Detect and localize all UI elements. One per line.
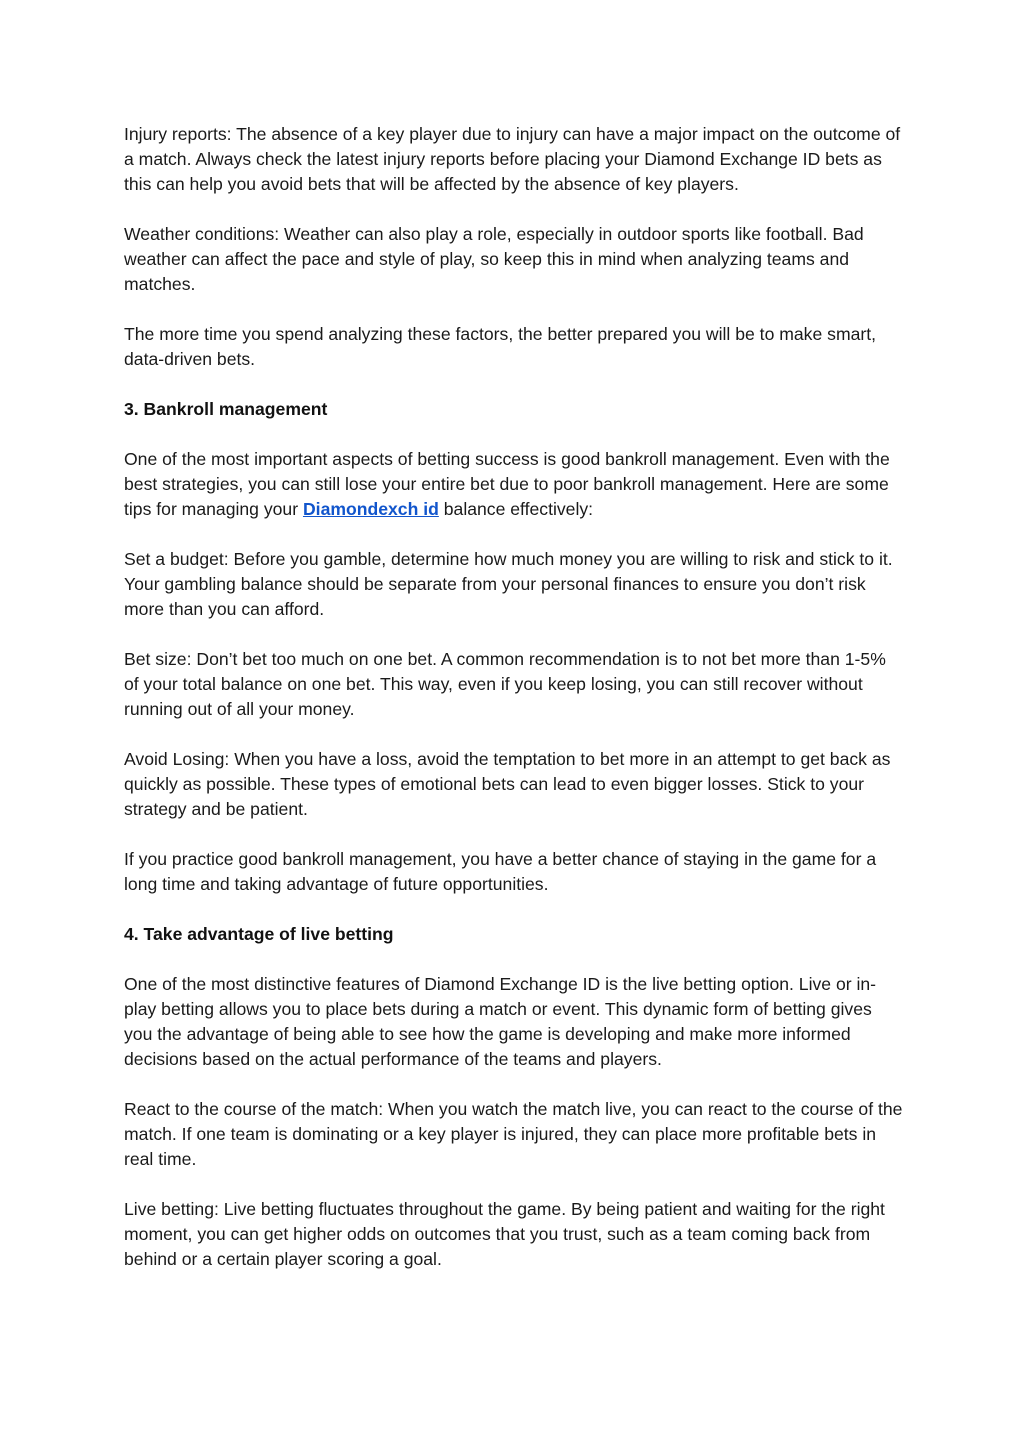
bankroll-intro-text: One of the most important aspects of betting success is good bankroll management. Even with the best strategies, you can still lose your entire bet due to poor bankroll management. Here are some tips for managing your bbox=[124, 449, 890, 519]
paragraph-bankroll-intro bbox=[124, 447, 904, 522]
paragraph-bet-size: Bet size: Don’t bet too much on one bet. A common recommendation is to not bet more than 1-5% of your total balance on one bet. This way, even if you keep losing, you can still recover without running out of all your money. bbox=[124, 649, 886, 719]
paragraph-weather-conditions: Weather conditions: Weather can also play a role, especially in outdoor sports like football. Bad weather can affect the pace and style of play, so keep this in mind when analyzing teams and matches. bbox=[124, 224, 864, 294]
diamondexch-id-link[interactable]: Diamondexch id bbox=[302, 499, 439, 519]
paragraph-live-betting-odds: Live betting: Live betting fluctuates throughout the game. By being patient and waiting for the right moment, you can get higher odds on outcomes that you trust, such as a team coming back from behind or a certain player scoring a goal. bbox=[124, 1199, 885, 1269]
paragraph-bankroll-conclusion: If you practice good bankroll management, you have a better chance of staying in the game for a long time and taking advantage of future opportunities. bbox=[124, 849, 877, 894]
bankroll-intro-text-end: balance effectively: bbox=[438, 499, 594, 519]
paragraph-analysis-summary: The more time you spend analyzing these factors, the better prepared you will be to make smart, data-driven bets. bbox=[124, 324, 877, 369]
paragraph-live-betting-intro: One of the most distinctive features of Diamond Exchange ID is the live betting option. Live or in-play betting allows you to place bets during a match or event. This dynamic form of betting gives you the advantage of being able to see how the game is developing and make more informed decisions based on the actual performance of the teams and players. bbox=[124, 974, 877, 1069]
paragraph-react-to-match: React to the course of the match: When you watch the match live, you can react to the course of the match. If one team is dominating or a key player is injured, they can place more profitable bets in real time. bbox=[124, 1099, 903, 1169]
paragraph-set-budget: Set a budget: Before you gamble, determine how much money you are willing to risk and stick to it. Your gambling balance should be separate from your personal finances to ensure you don’t risk more than you can afford. bbox=[124, 549, 893, 619]
document-page bbox=[124, 122, 904, 1297]
paragraph-injury-reports: Injury reports: The absence of a key player due to injury can have a major impact on the outcome of a match. Always check the latest injury reports before placing your Diamond Exchange ID bets as this can help you avoid bets that will be affected by the absence of key players. bbox=[124, 124, 901, 194]
section-heading-bankroll-management: 3. Bankroll management bbox=[124, 399, 328, 419]
section-heading-live-betting: 4. Take advantage of live betting bbox=[124, 924, 394, 944]
paragraph-avoid-losing: Avoid Losing: When you have a loss, avoid the temptation to bet more in an attempt to get back as quickly as possible. These types of emotional bets can lead to even bigger losses. Stick to your strategy and be patient. bbox=[124, 749, 891, 819]
